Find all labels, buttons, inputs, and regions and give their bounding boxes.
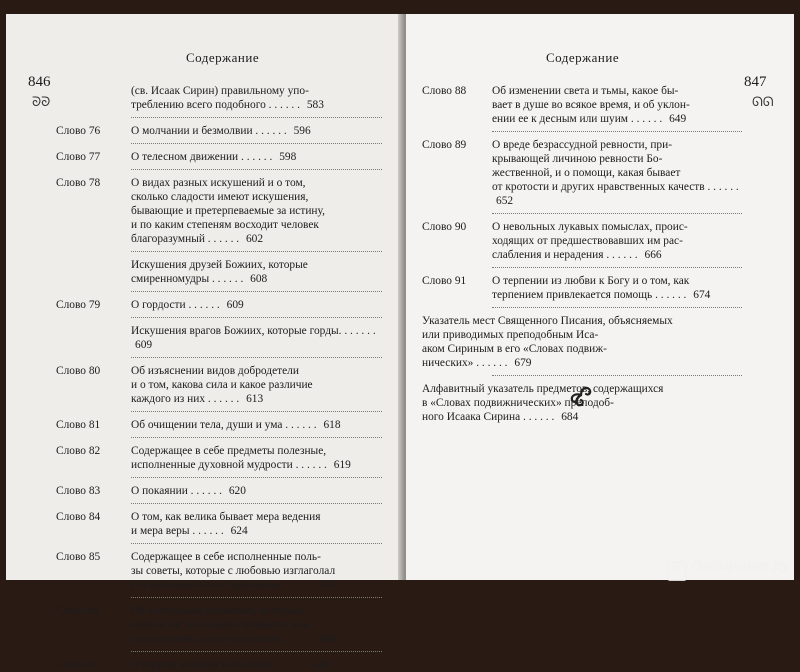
toc-entry	[422, 314, 742, 370]
entry-title: Искушения врагов Божиих, которые горды.	[131, 325, 342, 337]
entry-number: Слово 80	[56, 365, 101, 377]
entry-body: Содержащее в себе предметы полезные, исполненные духовной мудрости . . . . . . 619	[131, 445, 351, 471]
entry-number: Слово 86	[56, 605, 101, 617]
entry-body: Алфавитный указатель предметов, содержащихся в «Словах подвижнических» преподоб- ного Исаака Сирина . . . . . . 684	[422, 383, 664, 423]
entry-title: О гордости	[131, 299, 186, 311]
entry-number: Слово 85	[56, 551, 101, 563]
entry-body: Об ангельском движении, возбужда- емом в нас по Божию Промыслу для преуспеяния души в духовном . . . . . . 644	[131, 605, 338, 645]
entry-body: О том, как велика бывает мера ведения и мера веры . . . . . . 624	[131, 511, 321, 537]
entry-number	[56, 258, 131, 286]
entry-page: 674	[693, 289, 711, 301]
entry-title: О телесном движении	[131, 151, 239, 163]
entry-page: 602	[245, 233, 264, 245]
toc-entry	[422, 274, 742, 302]
entry-title: О терпении из любви к Богу и о том, как терпением привлекается помощь	[492, 275, 690, 301]
toc-entry	[56, 258, 382, 286]
toc-entry	[56, 124, 382, 138]
entry-separator	[131, 503, 382, 504]
entry-title: Об ангельском движении, возбужда- емом в нас по Божию Промыслу для преуспеяния души в духовном	[131, 605, 309, 645]
entry-title: Указатель мест Священного Писания, объясняемых или приводимых преподобным Иса- аком Сириным в его «Словах подвиж- нических»	[422, 315, 673, 369]
entry-body: Содержащее в себе исполненные поль- зы советы, которые с любовью изглаголал слушающим его со смирением . . . . . . 629	[131, 551, 338, 591]
entry-title: О втором делании в человеке	[131, 659, 273, 671]
entry-body: Искушения друзей Божиих, которые смиренномудры . . . . . . 608	[131, 259, 308, 285]
entry-number: Слово 83	[56, 485, 101, 497]
watermark-text: Лабиринт.ру	[690, 557, 790, 574]
entry-number	[56, 84, 131, 112]
entry-title: (св. Исаак Сирин) правильному упо- треблению всего подобного	[131, 85, 309, 111]
entry-page: 598	[279, 151, 297, 163]
entry-body: Указатель мест Священного Писания, объясняемых или приводимых преподобным Иса- аком Сириным в его «Словах подвиж- нических» . . . . . . 679	[422, 315, 673, 369]
entry-body: Об очищении тела, души и ума . . . . . . 618	[131, 419, 341, 431]
toc-entry	[56, 150, 382, 164]
entry-separator	[131, 543, 382, 544]
entry-body: (св. Исаак Сирин) правильному упо- треблению всего подобного . . . . . . 583	[131, 85, 324, 111]
entry-body: Об изъяснении видов добродетели и о том, какова сила и какое различие каждого из них . . . . . . 613	[131, 365, 313, 405]
entry-title: О том, как велика бывает мера ведения и мера веры	[131, 511, 321, 537]
entry-page: 649	[669, 113, 687, 125]
entry-page: 613	[246, 393, 264, 405]
entry-page: 618	[323, 419, 341, 431]
entry-body: О невольных лукавых помыслах, проис- ходящих от предшествовавших им рас- слабления и нерадения . . . . . . 666	[492, 221, 688, 261]
entry-body: О вреде безрассудной ревности, при- крывающей личиною ревности Бо- жественной, и о помощи, какая бывает от кротости и других нравственных качеств . . . . . . 652	[492, 139, 739, 207]
toc-entry	[56, 418, 382, 432]
entry-number: Слово 84	[56, 511, 101, 523]
running-head: Содержание	[186, 50, 260, 65]
toc-entry	[56, 510, 382, 538]
ornament-icon: ᘐᘐ	[32, 94, 51, 109]
entry-title: О молчании и безмолвии	[131, 125, 253, 137]
entry-number: Слово 79	[56, 299, 101, 311]
entry-page: 684	[561, 411, 579, 423]
entry-separator	[492, 267, 742, 268]
entry-separator	[131, 357, 382, 358]
entry-separator	[131, 291, 382, 292]
entry-number: Слово 78	[56, 177, 101, 189]
entry-page: 619	[333, 459, 351, 471]
ornament-icon: ᘏᘏ	[752, 94, 774, 109]
entry-page: 596	[293, 125, 311, 137]
page-number: 847	[744, 74, 767, 90]
entry-separator	[131, 411, 382, 412]
entry-body: О втором делании в человеке . . . . . . 646	[131, 659, 331, 671]
labirint-logo-icon: Л	[667, 561, 687, 581]
entry-separator	[492, 375, 742, 376]
entry-number: Слово 77	[56, 151, 101, 163]
entry-separator	[131, 251, 382, 252]
entry-title: Искушения друзей Божиих, которые смиренномудры	[131, 259, 308, 285]
right-page	[406, 14, 794, 580]
entry-page: 652	[496, 195, 514, 207]
entry-body: О терпении из любви к Богу и о том, как терпением привлекается помощь . . . . . . 674	[492, 275, 711, 301]
entry-title: О видах разных искушений и о том, сколько сладости имеют искушения, бывающие и претерпеваемые за истину, и по каким степеням восходит человек благоразумный	[131, 177, 325, 245]
watermark	[667, 557, 790, 581]
entry-separator	[131, 597, 382, 598]
entry-page: 679	[514, 357, 532, 369]
toc-entry	[56, 550, 382, 592]
entry-title: О невольных лукавых помыслах, проис- ходящих от предшествовавших им рас- слабления и нерадения	[492, 221, 688, 261]
toc-entry	[56, 444, 382, 472]
entry-separator	[131, 317, 382, 318]
entry-separator	[131, 169, 382, 170]
entry-page: 646	[313, 659, 331, 671]
entry-separator	[492, 131, 742, 132]
entry-number: Слово 88	[422, 85, 467, 97]
page-number: 846	[28, 74, 51, 90]
entry-title: Об очищении тела, души и ума	[131, 419, 283, 431]
toc-entry	[56, 298, 382, 312]
entry-page: 583	[306, 99, 324, 111]
running-head: Содержание	[546, 50, 620, 65]
toc-entry	[56, 84, 382, 112]
triskele-ornament-icon	[566, 380, 596, 410]
toc-entry	[56, 658, 382, 672]
entry-body: О гордости . . . . . . 609	[131, 299, 244, 311]
entry-title: Содержащее в себе предметы полезные, исполненные духовной мудрости	[131, 445, 327, 471]
entry-title: Об изменении света и тьмы, какое бы- вает в душе во всякое время, и об уклон- ении ее к десным или шуим	[492, 85, 690, 125]
entry-body: О телесном движении . . . . . . 598	[131, 151, 297, 163]
entry-separator	[131, 477, 382, 478]
entry-title: О покаянии	[131, 485, 188, 497]
entry-title: Содержащее в себе исполненные поль- зы советы, которые с любовью изглаголал слушающим его со смирением	[131, 551, 336, 591]
entry-title: О вреде безрассудной ревности, при- крывающей личиною ревности Бо- жественной, и о помощи, какая бывает от кротости и других нравственных качеств	[492, 139, 705, 193]
entry-number: Слово 76	[56, 125, 101, 137]
entry-separator	[492, 307, 742, 308]
entry-number: Слово 90	[422, 221, 467, 233]
toc-entry	[422, 138, 742, 208]
left-page	[6, 14, 404, 671]
entry-number: Слово 89	[422, 139, 467, 151]
toc-list	[422, 84, 742, 424]
entry-number	[56, 324, 131, 352]
entry-separator	[131, 117, 382, 118]
toc-entry	[422, 220, 742, 262]
entry-number: Слово 87	[56, 659, 101, 671]
toc-entry	[56, 604, 382, 646]
entry-separator	[131, 143, 382, 144]
entry-page: 666	[644, 249, 662, 261]
entry-separator	[492, 213, 742, 214]
entry-page: 609	[135, 339, 153, 351]
toc-entry	[56, 176, 382, 246]
entry-separator	[131, 437, 382, 438]
toc-entry	[56, 324, 382, 352]
toc-entry	[56, 484, 382, 498]
entry-body: Искушения врагов Божиих, которые горды. . . . . . . 609	[131, 325, 376, 351]
entry-page: 620	[228, 485, 246, 497]
entry-body: О покаянии . . . . . . 620	[131, 485, 246, 497]
entry-body: О видах разных искушений и о том, сколько сладости имеют искушения, бывающие и претерпеваемые за истину, и по каким степеням восходит человек благоразумный . . . . . . 602	[131, 177, 325, 245]
entry-title: Алфавитный указатель предметов, содержащихся в «Словах подвижнических» преподоб- ного Исаака Сирина	[422, 383, 664, 423]
entry-page: 608	[250, 273, 268, 285]
entry-number: Слово 82	[56, 445, 101, 457]
entry-page: 644	[320, 633, 338, 645]
entry-page: 629	[320, 579, 338, 591]
entry-title: Об изъяснении видов добродетели и о том, какова сила и какое различие каждого из них	[131, 365, 313, 405]
entry-page: 609	[226, 299, 244, 311]
entry-separator	[131, 651, 382, 652]
entry-number: Слово 81	[56, 419, 101, 431]
entry-number: Слово 91	[422, 275, 467, 287]
toc-list	[56, 84, 382, 672]
toc-entry	[422, 84, 742, 126]
entry-body: О молчании и безмолвии . . . . . . 596	[131, 125, 311, 137]
entry-body: Об изменении света и тьмы, какое бы- вает в душе во всякое время, и об уклон- ении ее к десным или шуим . . . . . . 649	[492, 85, 690, 125]
entry-page: 624	[230, 525, 248, 537]
toc-entry	[56, 364, 382, 406]
